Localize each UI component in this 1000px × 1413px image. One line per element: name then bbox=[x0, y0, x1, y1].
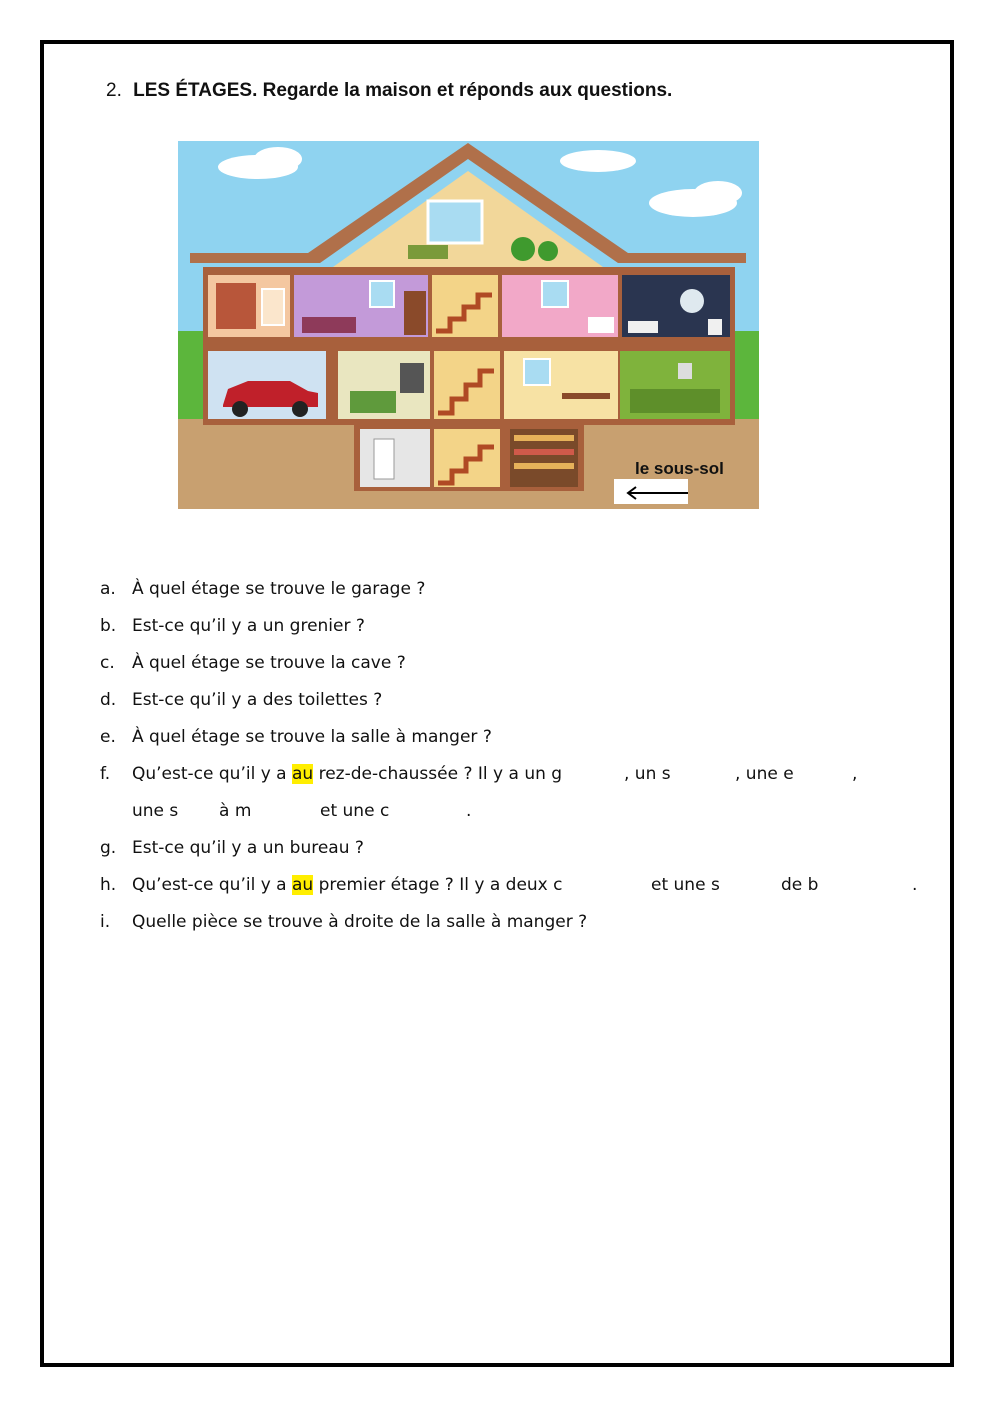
question-c bbox=[100, 652, 406, 674]
question-text: À quel étage se trouve le garage ? bbox=[132, 579, 426, 599]
question-f bbox=[100, 763, 562, 785]
exercise-title: LES ÉTAGES. Regarde la maison et réponds aux questions. bbox=[133, 80, 673, 101]
exercise-heading bbox=[106, 80, 672, 102]
question-text: Est-ce qu’il y a un bureau ? bbox=[132, 838, 364, 858]
question-text-end: rez-de-chaussée ? Il y a un g bbox=[313, 764, 563, 784]
question-letter: h. bbox=[100, 875, 117, 895]
fill-in-part: et une c bbox=[320, 801, 390, 821]
question-text-end: premier étage ? Il y a deux c bbox=[313, 875, 563, 895]
question-text: Est-ce qu’il y a des toilettes ? bbox=[132, 690, 383, 710]
attic-plant bbox=[511, 237, 535, 261]
fill-in-part: , une e bbox=[735, 764, 794, 784]
question-letter: i. bbox=[100, 912, 111, 932]
question-e bbox=[100, 726, 492, 748]
fill-in-part: à m bbox=[219, 801, 252, 821]
fill-in-part: , bbox=[852, 764, 858, 784]
question-g bbox=[100, 837, 364, 859]
question-text: Est-ce qu’il y a un grenier ? bbox=[132, 616, 365, 636]
question-b bbox=[100, 615, 365, 637]
question-text: À quel étage se trouve la cave ? bbox=[132, 653, 406, 673]
fill-in-part: et une s bbox=[651, 875, 720, 895]
question-letter: a. bbox=[100, 579, 116, 599]
fill-in-part: une s bbox=[132, 801, 179, 821]
question-i bbox=[100, 911, 587, 933]
question-d bbox=[100, 689, 382, 711]
cloud bbox=[560, 150, 636, 172]
attic-window bbox=[428, 201, 482, 243]
question-letter: c. bbox=[100, 653, 115, 673]
arrow-box bbox=[614, 479, 688, 504]
fill-in-part: . bbox=[912, 875, 918, 895]
fill-in-part: , un s bbox=[624, 764, 671, 784]
question-letter: e. bbox=[100, 727, 116, 747]
question-letter: d. bbox=[100, 690, 117, 710]
question-letter: b. bbox=[100, 616, 117, 636]
room-dining bbox=[504, 351, 618, 419]
fill-in-part: de b bbox=[781, 875, 819, 895]
highlighted-word: au bbox=[292, 764, 314, 784]
question-text-start: Qu’est-ce qu’il y a bbox=[132, 875, 292, 895]
question-text: Quelle pièce se trouve à droite de la salle à manger ? bbox=[132, 912, 588, 932]
highlighted-word: au bbox=[292, 875, 314, 895]
question-h bbox=[100, 874, 563, 896]
question-a bbox=[100, 578, 425, 600]
question-text: À quel étage se trouve la salle à manger ? bbox=[132, 727, 492, 747]
question-text-start: Qu’est-ce qu’il y a bbox=[132, 764, 292, 784]
house-illustration bbox=[178, 141, 759, 509]
basement-label: le sous-sol bbox=[635, 459, 724, 478]
question-letter: f. bbox=[100, 764, 111, 784]
exercise-number: 2. bbox=[106, 80, 122, 101]
room-boiler bbox=[360, 429, 430, 487]
fill-in-part: . bbox=[466, 801, 472, 821]
question-letter: g. bbox=[100, 838, 117, 858]
